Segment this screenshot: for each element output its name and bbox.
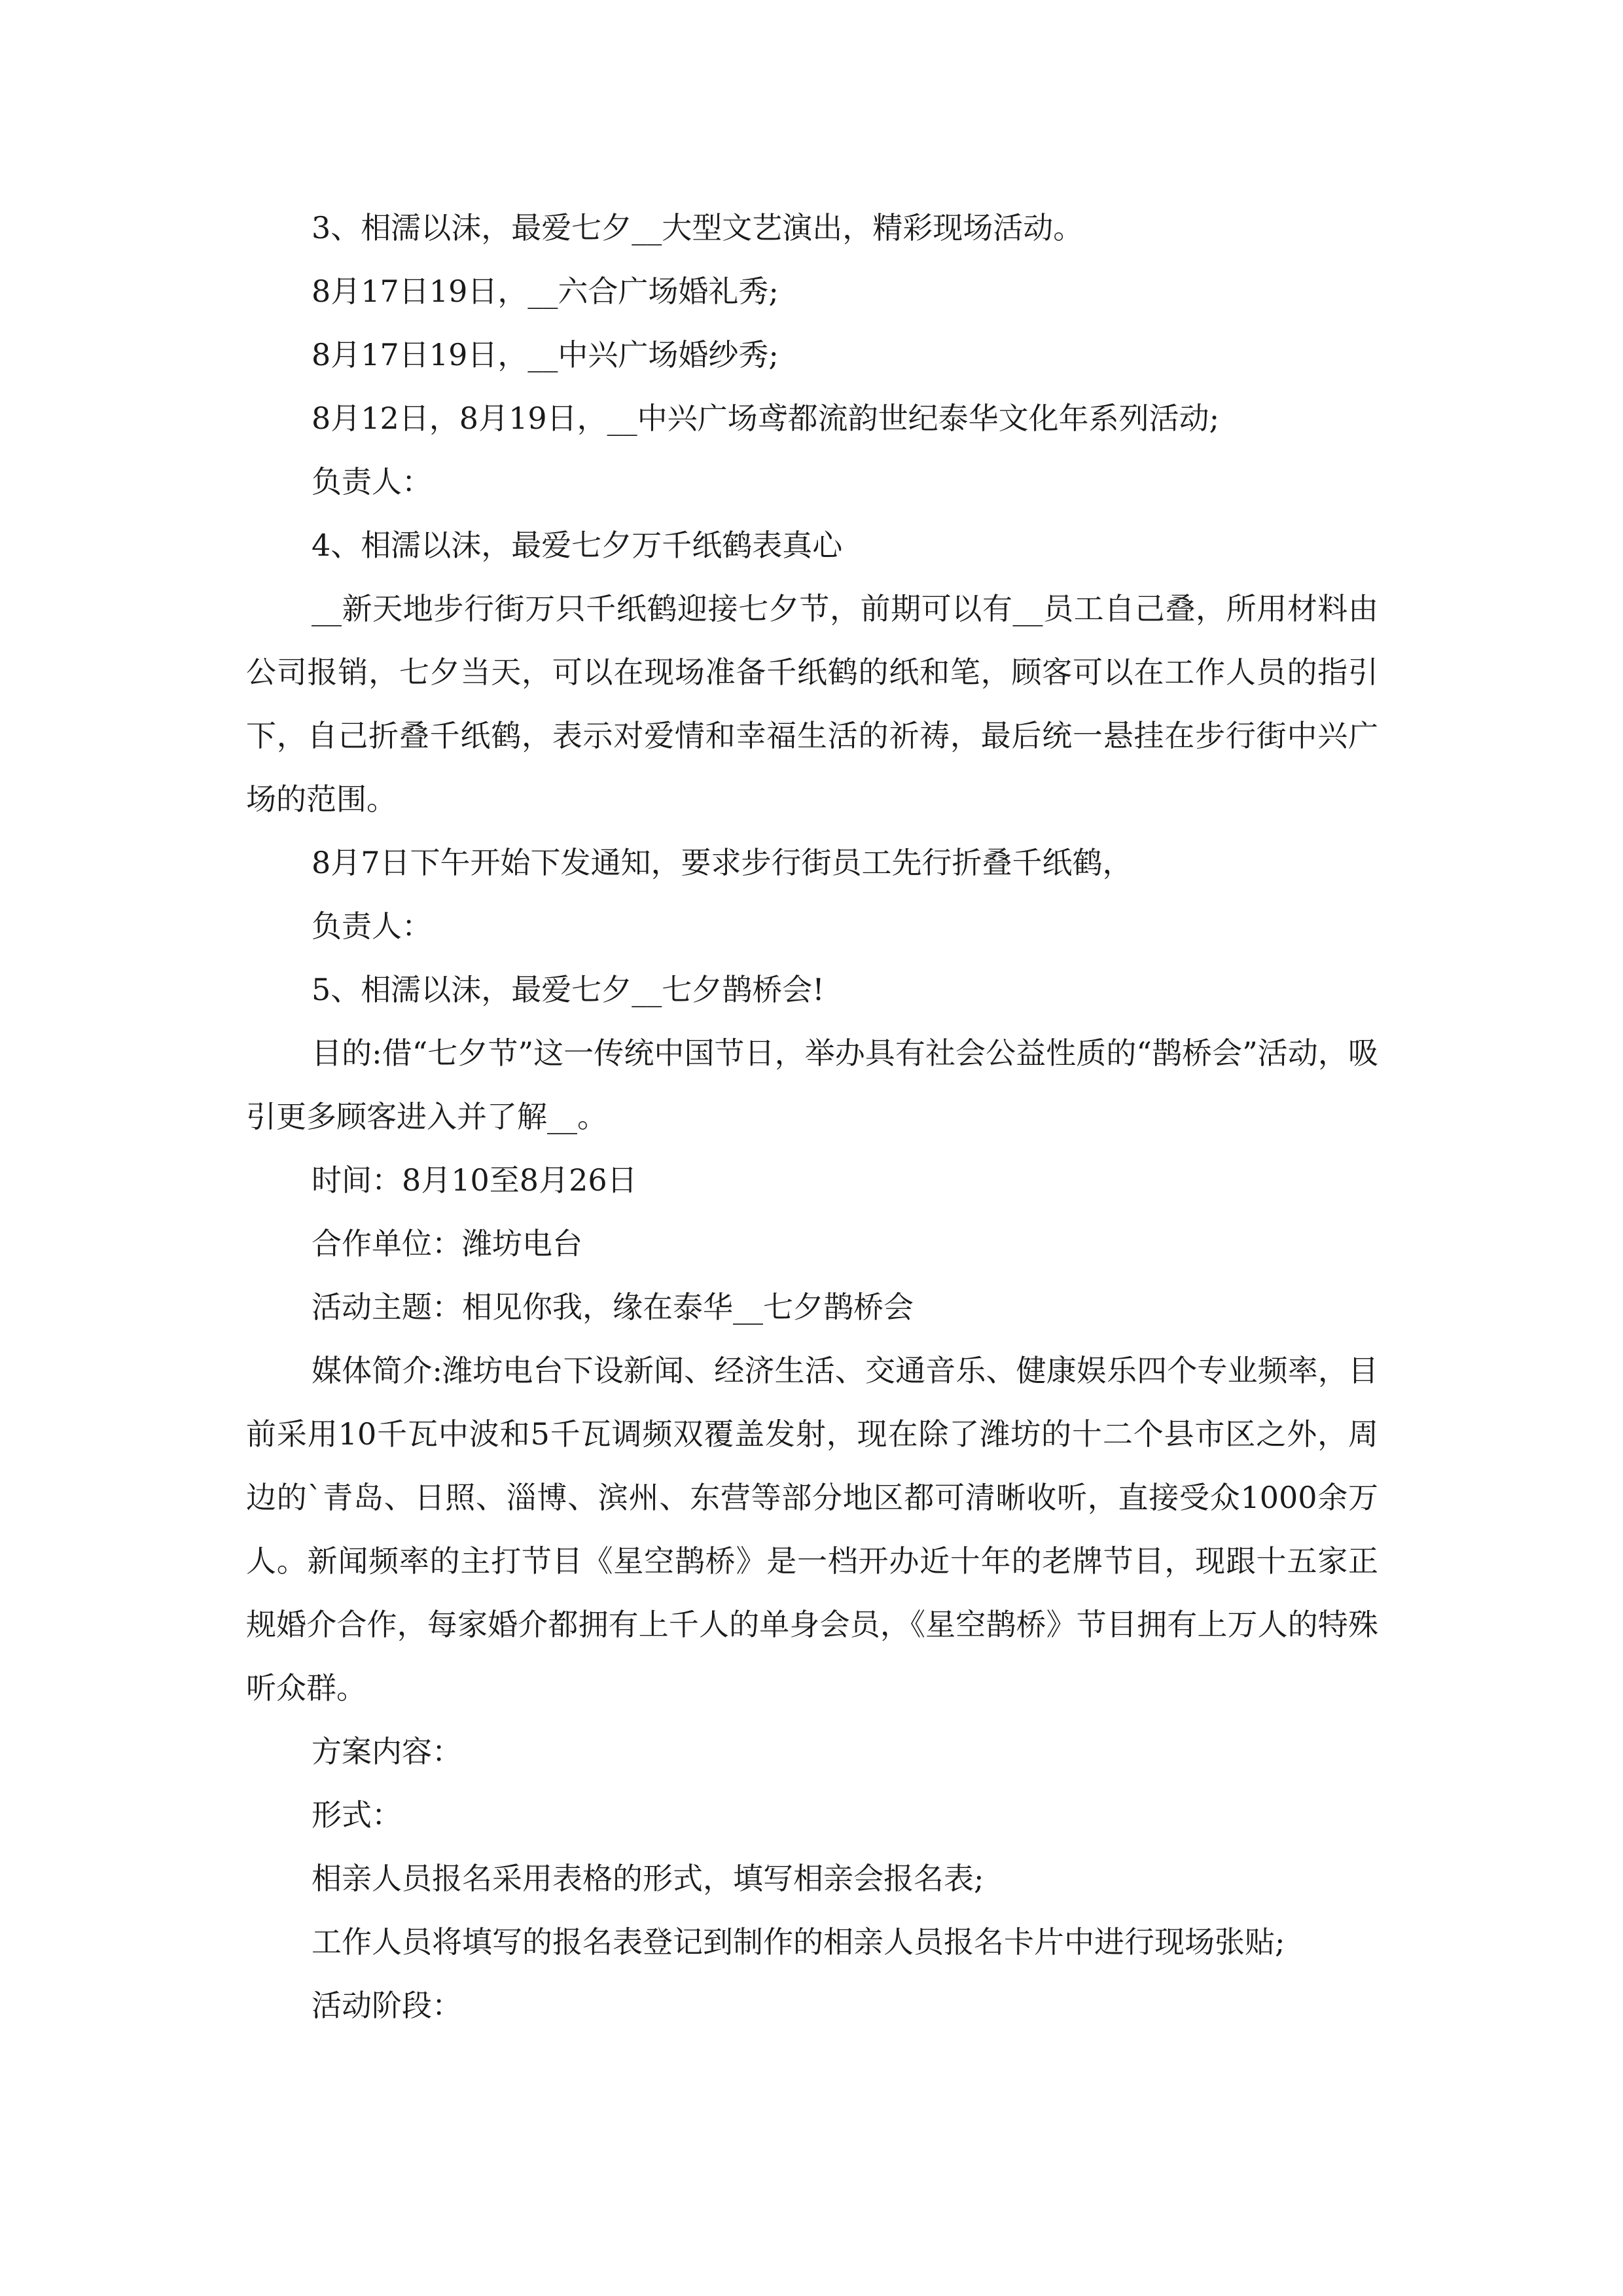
paragraph-registration-cards: 工作人员将填写的报名表登记到制作的相亲人员报名卡片中进行现场张贴; (312, 1924, 1285, 1960)
paragraph-time: 时间：8月10至8月26日 (312, 1162, 637, 1198)
paragraph-item-5-heading: 5、相濡以沫，最爱七夕__七夕鹊桥会! (312, 972, 825, 1007)
paragraph-activity-stage: 活动阶段： (312, 1988, 462, 2023)
paragraph-theme: 活动主题：相见你我，缘在泰华__七夕鹊桥会 (312, 1289, 914, 1325)
paragraph-schedule-culture-year: 8月12日，8月19日，__中兴广场鸢都流韵世纪泰华文化年系列活动; (312, 401, 1220, 436)
paragraph-responsible-person-2: 负责人： (312, 908, 432, 944)
paragraph-plan-content: 方案内容： (312, 1734, 462, 1769)
paragraph-item-4-heading: 4、相濡以沫，最爱七夕万千纸鹤表真心 (312, 528, 843, 563)
paragraph-format: 形式： (312, 1797, 402, 1833)
paragraph-purpose: 目的:借“七夕节”这一传统中国节日，举办具有社会公益性质的“鹊桥会”活动，吸引更多顾客进入并了解__。 (246, 1035, 1378, 1134)
paragraph-schedule-bridal-show: 8月17日19日，__中兴广场婚纱秀; (312, 337, 779, 372)
document-body (246, 196, 1378, 2037)
paragraph-item-3-heading: 3、相濡以沫，最爱七夕__大型文艺演出，精彩现场活动。 (312, 210, 1084, 245)
paragraph-registration-form: 相亲人员报名采用表格的形式，填写相亲会报名表; (312, 1861, 984, 1896)
paragraph-media-intro: 媒体简介:潍坊电台下设新闻、经济生活、交通音乐、健康娱乐四个专业频率，目前采用10千瓦中波和5千瓦调频双覆盖发射，现在除了潍坊的十二个县市区之外，周边的`青岛、日照、淄博、滨州、东营等部分地区都可清晰收听，直接受众1000余万人。新闻频率的主打节目《星空鹊桥》是一档开办近十年的老牌节目，现跟十五家正规婚介合作，每家婚介都拥有上千人的单身会员，《星空鹊桥》节目拥有上万人的特殊听众群。 (246, 1353, 1378, 1706)
paragraph-paper-cranes-description: __新天地步行街万只千纸鹤迎接七夕节，前期可以有__员工自己叠，所用材料由公司报销，七夕当天，可以在现场准备千纸鹤的纸和笔，顾客可以在工作人员的指引下，自己折叠千纸鹤，表示对爱情和幸福生活的祈祷，最后统一悬挂在步行街中兴广场的范围。 (246, 591, 1378, 817)
paragraph-responsible-person-1: 负责人： (312, 464, 432, 499)
paragraph-notice-date: 8月7日下午开始下发通知，要求步行街员工先行折叠千纸鹤， (312, 845, 1133, 880)
paragraph-partner: 合作单位：潍坊电台 (312, 1226, 582, 1261)
paragraph-schedule-wedding-show: 8月17日19日，__六合广场婚礼秀; (312, 274, 779, 309)
